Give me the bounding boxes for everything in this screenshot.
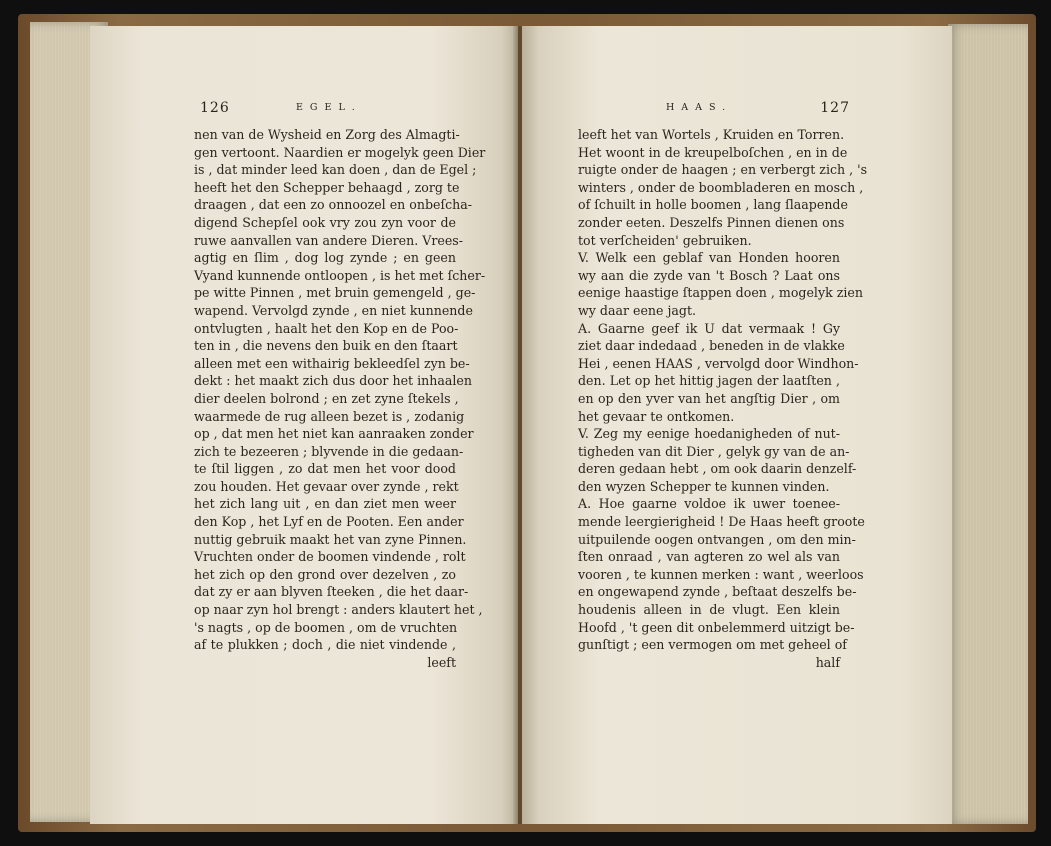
text-line: op naar zyn hol brengt : anders klautert het , bbox=[194, 602, 483, 618]
text-line: uitpuilende oogen ontvangen , om den min- bbox=[578, 531, 856, 547]
text-line: houdenis alleen in de vlugt. Een klein bbox=[578, 602, 840, 618]
text-line: alleen met een withairig bekleedſel zyn be- bbox=[194, 355, 470, 371]
text-line: Het woont in de kreupelboſchen , en in de bbox=[578, 144, 848, 160]
text-line: den. Let op het hittig jagen der laatſten , bbox=[578, 373, 840, 389]
text-line: het zich op den grond over dezelven , zo bbox=[194, 566, 456, 582]
text-line: wy aan die zyde van 't Bosch ? Laat ons bbox=[578, 267, 840, 283]
text-line: ſten onraad , van agteren zo wel als van bbox=[578, 549, 840, 565]
text-line: Vruchten onder de boomen vindende , rolt bbox=[194, 549, 466, 565]
text-line: het gevaar te ontkomen. bbox=[578, 408, 735, 424]
text-line: zou houden. Het gevaar over zynde , rekt bbox=[194, 478, 459, 494]
text-line: Hei , eenen HAAS , vervolgd door Windhon- bbox=[578, 355, 859, 371]
text-line: ziet daar indedaad , beneden in de vlakke bbox=[578, 338, 845, 354]
text-line: dat zy er aan blyven ſteeken , die het daar- bbox=[194, 584, 469, 600]
text-line: of ſchuilt in holle boomen , lang ſlaapende bbox=[578, 197, 848, 213]
text-line: zonder eeten. Deszelfs Pinnen dienen ons bbox=[578, 214, 845, 230]
right-page bbox=[522, 26, 952, 824]
text-line: gunſtigt ; een vermogen om met geheel of bbox=[578, 637, 847, 653]
text-line: winters , onder de boombladeren en mosch , bbox=[578, 179, 864, 195]
page-edges-right bbox=[948, 24, 1028, 824]
text-line: het zich lang uit , en dan ziet men weer bbox=[194, 496, 456, 512]
text-line: tigheden van dit Dier , gelyk gy van de an- bbox=[578, 443, 850, 459]
text-line: wapend. Vervolgd zynde , en niet kunnende bbox=[194, 302, 473, 318]
text-line: A. Gaarne geef ik U dat vermaak ! Gy bbox=[578, 320, 840, 336]
text-line: vooren , te kunnen merken : want , weerloos bbox=[578, 566, 864, 582]
text-line: ruwe aanvallen van andere Dieren. Vrees- bbox=[194, 232, 463, 248]
text-line: agtig en ſlim , dog log zynde ; en geen bbox=[194, 250, 456, 266]
text-line: V. Zeg my eenige hoedanigheden of nut- bbox=[578, 426, 840, 442]
text-line: den Kop , het Lyf en de Pooten. Een ander bbox=[194, 514, 464, 530]
text-line: en op den yver van het angſtig Dier , om bbox=[578, 390, 840, 406]
text-line: Vyand kunnende ontloopen , is het met ſcher- bbox=[194, 267, 486, 283]
text-line: V. Welk een geblaf van Honden hooren bbox=[578, 250, 840, 266]
text-line: ontvlugten , haalt het den Kop en de Poo- bbox=[194, 320, 459, 336]
text-line: dekt : het maakt zich dus door het inhaalen bbox=[194, 373, 472, 389]
right-text-block bbox=[578, 126, 868, 671]
text-line: draagen , dat een zo onnoozel en onbeſcha- bbox=[194, 197, 473, 213]
text-line: en ongewapend zynde , beſtaat deszelfs be- bbox=[578, 584, 857, 600]
text-line: Hoofd , 't geen dit onbelemmerd uitzigt be- bbox=[578, 619, 855, 635]
text-line: dier deelen bolrond ; en zet zyne ſtekels , bbox=[194, 390, 459, 406]
text-line: leeft het van Wortels , Kruiden en Torren. bbox=[578, 127, 845, 142]
text-line: pe witte Pinnen , met bruin gemengeld , ge- bbox=[194, 285, 476, 301]
text-line: ruigte onder de haagen ; en verbergt zich , 's bbox=[578, 162, 868, 178]
text-line: deren gedaan hebt , om ook daarin denzelf- bbox=[578, 461, 857, 477]
text-line: nen van de Wysheid en Zorg des Almagti- bbox=[194, 127, 460, 142]
text-line: zich te bezeeren ; blyvende in die gedaan- bbox=[194, 443, 464, 459]
left-running-head: EGEL. bbox=[296, 102, 362, 113]
text-line: gen vertoont. Naardien er mogelyk geen Dier bbox=[194, 144, 486, 160]
text-line: mende leergierigheid ! De Haas heeft groote bbox=[578, 514, 865, 530]
text-line: waarmede de rug alleen bezet is , zodanig bbox=[194, 408, 465, 424]
text-line: eenige haastige ſtappen doen , mogelyk zien bbox=[578, 285, 863, 301]
text-line: nuttig gebruik maakt het van zyne Pinnen. bbox=[194, 531, 467, 547]
catchword: leeft bbox=[427, 654, 456, 670]
text-line: ten in , die nevens den buik en den ſtaart bbox=[194, 338, 458, 354]
text-line: op , dat men het niet kan aanraaken zonder bbox=[194, 426, 474, 442]
text-line: den wyzen Schepper te kunnen vinden. bbox=[578, 478, 830, 494]
right-running-head: HAAS. bbox=[666, 102, 733, 113]
left-page bbox=[90, 26, 518, 824]
text-line: A. Hoe gaarne voldoe ik uwer toenee- bbox=[578, 496, 840, 512]
text-line: 's nagts , op de boomen , om de vruchten bbox=[194, 619, 458, 635]
text-line: is , dat minder leed kan doen , dan de Egel ; bbox=[194, 162, 477, 178]
text-line: tot verſcheiden' gebruiken. bbox=[578, 232, 752, 248]
text-line: digend Schepſel ook vry zou zyn voor de bbox=[194, 214, 456, 230]
left-page-number: 126 bbox=[200, 100, 230, 116]
catchword: half bbox=[815, 654, 840, 670]
text-line: af te plukken ; doch , die niet vindende , bbox=[194, 637, 456, 653]
text-line: wy daar eene jagt. bbox=[578, 302, 697, 318]
right-page-number: 127 bbox=[820, 100, 850, 116]
text-line: te ſtil liggen , zo dat men het voor dood bbox=[194, 461, 456, 477]
text-line: heeft het den Schepper behaagd , zorg te bbox=[194, 179, 460, 195]
left-text-block bbox=[194, 126, 486, 671]
